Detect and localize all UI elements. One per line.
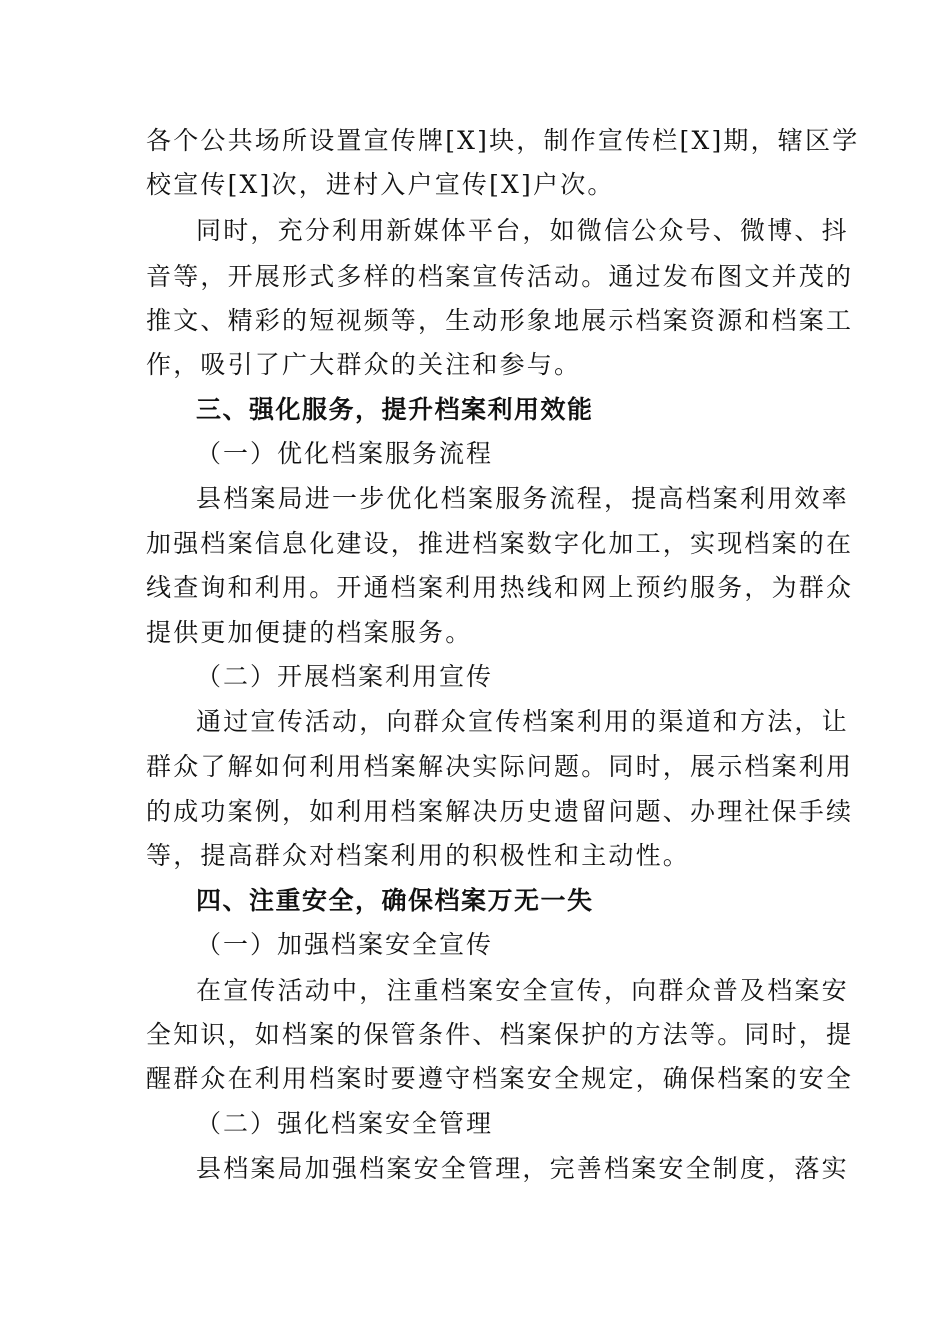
subsection-heading: （一）加强档案安全宣传 bbox=[196, 930, 494, 959]
paragraph-line: 全知识，如档案的保管条件、档案保护的方法等。同时，提 bbox=[146, 1020, 854, 1049]
paragraph-line: 音等，开展形式多样的档案宣传活动。通过发布图文并茂的 bbox=[146, 262, 854, 291]
paragraph-line: 在宣传活动中，注重档案安全宣传，向群众普及档案安 bbox=[196, 976, 849, 1005]
paragraph-line: 加强档案信息化建设，推进档案数字化加工，实现档案的在 bbox=[146, 529, 854, 558]
paragraph-line: 醒群众在利用档案时要遵守档案安全规定，确保档案的安全 bbox=[146, 1064, 854, 1093]
section-heading: 三、强化服务，提升档案利用效能 bbox=[196, 395, 594, 424]
subsection-heading: （二）开展档案利用宣传 bbox=[196, 662, 494, 691]
paragraph-line: 县档案局加强档案安全管理，完善档案安全制度，落实 bbox=[196, 1154, 849, 1183]
section-heading: 四、注重安全，确保档案万无一失 bbox=[196, 886, 594, 915]
paragraph-line: 校宣传[X]次，进村入户宣传[X]户次。 bbox=[146, 170, 615, 199]
paragraph-line: 群众了解如何利用档案解决实际问题。同时，展示档案利用 bbox=[146, 752, 854, 781]
paragraph-line: 作，吸引了广大群众的关注和参与。 bbox=[146, 350, 582, 379]
paragraph-line: 的成功案例，如利用档案解决历史遗留问题、办理社保手续 bbox=[146, 797, 854, 826]
paragraph-line: 各个公共场所设置宣传牌[X]块，制作宣传栏[X]期，辖区学 bbox=[146, 126, 860, 155]
paragraph-line: 提供更加便捷的档案服务。 bbox=[146, 618, 473, 647]
paragraph-line: 同时，充分利用新媒体平台，如微信公众号、微博、抖 bbox=[196, 216, 849, 245]
paragraph-line: 推文、精彩的短视频等，生动形象地展示档案资源和档案工 bbox=[146, 306, 854, 335]
subsection-heading: （二）强化档案安全管理 bbox=[196, 1109, 494, 1138]
paragraph-line: 县档案局进一步优化档案服务流程，提高档案利用效率 bbox=[196, 484, 849, 513]
paragraph-line: 等，提高群众对档案利用的积极性和主动性。 bbox=[146, 841, 691, 870]
paragraph-line: 通过宣传活动，向群众宣传档案利用的渠道和方法，让 bbox=[196, 707, 849, 736]
subsection-heading: （一）优化档案服务流程 bbox=[196, 439, 494, 468]
paragraph-line: 线查询和利用。开通档案利用热线和网上预约服务，为群众 bbox=[146, 573, 854, 602]
